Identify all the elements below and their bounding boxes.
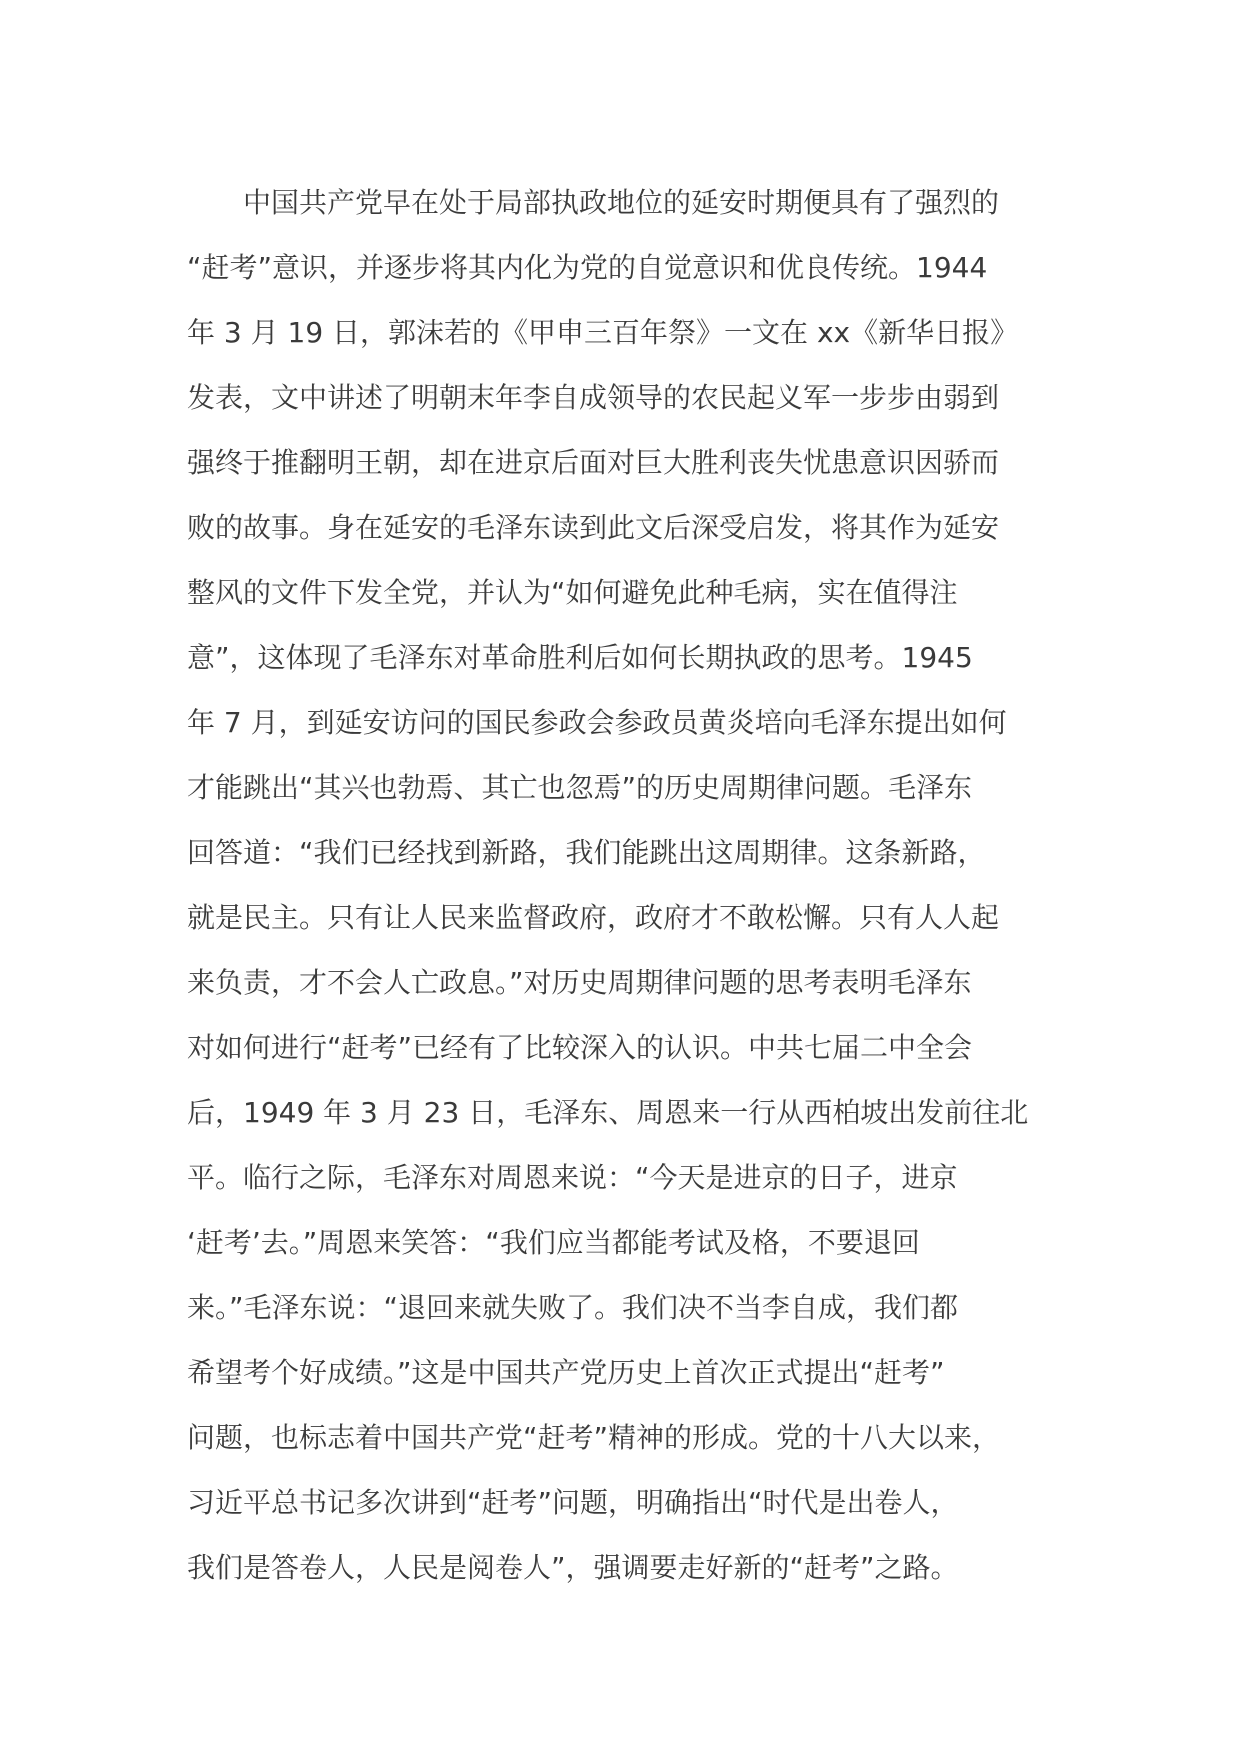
text-line: “赶考”意识，并逐步将其内化为党的自觉意识和优良传统。1944: [187, 251, 988, 284]
text-line: 我们是答卷人，人民是阅卷人”，强调要走好新的“赶考”之路。: [187, 1551, 959, 1584]
text-line: 来负责，才不会人亡政息。”对历史周期律问题的思考表明毛泽东: [187, 966, 972, 999]
text-line: 回答道：“我们已经找到新路，我们能跳出这周期律。这条新路，: [187, 836, 986, 869]
text-line: 年 7 月，到延安访问的国民参政会参政员黄炎培向毛泽东提出如何: [187, 706, 1007, 739]
text-line: 问题，也标志着中国共产党“赶考”精神的形成。党的十八大以来，: [187, 1421, 1001, 1454]
text-line: 对如何进行“赶考”已经有了比较深入的认识。中共七届二中全会: [187, 1031, 973, 1064]
text-line: 强终于推翻明王朝，却在进京后面对巨大胜利丧失忧患意识因骄而: [187, 446, 1000, 479]
text-line: 平。临行之际，毛泽东对周恩来说：“今天是进京的日子，进京: [187, 1161, 958, 1194]
text-line: 才能跳出“其兴也勃焉、其亡也忽焉”的历史周期律问题。毛泽东: [187, 771, 973, 804]
text-line: 发表，文中讲述了明朝末年李自成领导的农民起义军一步步由弱到: [187, 381, 1000, 414]
text-line: 败的故事。身在延安的毛泽东读到此文后深受启发，将其作为延安: [187, 511, 1000, 544]
text-line: 来。”毛泽东说：“退回来就失败了。我们决不当李自成，我们都: [187, 1291, 959, 1324]
text-line: ‘赶考’去。”周恩来笑答：“我们应当都能考试及格，不要退回: [187, 1226, 920, 1259]
text-line: 中国共产党早在处于局部执政地位的延安时期便具有了强烈的: [187, 186, 1000, 219]
text-line: 意”，这体现了毛泽东对革命胜利后如何长期执政的思考。1945: [187, 641, 973, 674]
text-line: 整风的文件下发全党，并认为“如何避免此种毛病，实在值得注: [187, 576, 958, 609]
text-line: 希望考个好成绩。”这是中国共产党历史上首次正式提出“赶考”: [187, 1356, 945, 1389]
body-paragraph: [187, 170, 1057, 1600]
text-line: 习近平总书记多次讲到“赶考”问题，明确指出“时代是出卷人，: [187, 1486, 959, 1519]
text-line: 年 3 月 19 日，郭沫若的《甲申三百年祭》一文在 xx《新华日报》: [187, 316, 1019, 349]
text-line: 后，1949 年 3 月 23 日，毛泽东、周恩来一行从西柏坡出发前往北: [187, 1096, 1029, 1129]
text-line: 就是民主。只有让人民来监督政府，政府才不敢松懈。只有人人起: [187, 901, 1000, 934]
